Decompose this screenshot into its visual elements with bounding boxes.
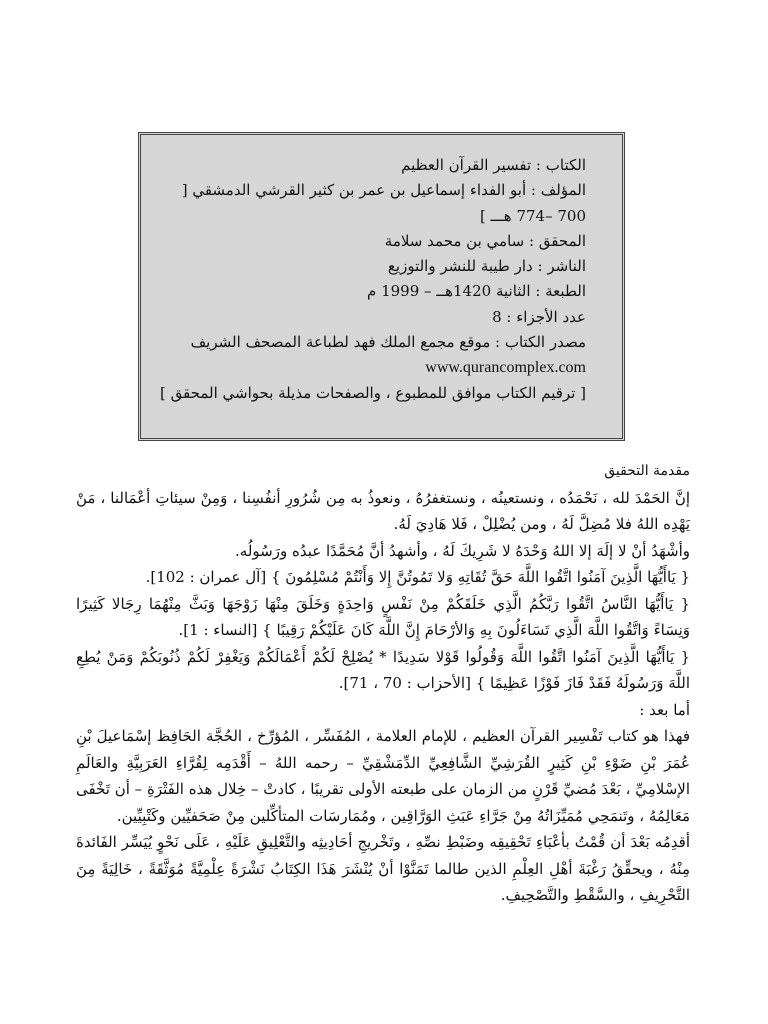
- author-line: المؤلف : أبو الفداء إسماعيل بن عمر بن كثير القرشي الدمشقي [ 700 –774 هـــ ]: [181, 181, 586, 225]
- amma-bad-line: أما بعد :: [639, 700, 690, 719]
- verse-an-nisa: { يَاأَيُّهَا النَّاسُ اتَّقُوا رَبَّكُمُ الَّذِي خَلَقَكُمْ مِنْ نَفْسٍ وَاحِدَةٍ وَخَلَقَ مِنْهَا زَوْجَهَا وَبَثَّ مِنْهُمَا رِجَالا كَثِيرًا وَنِسَاءً وَاتَّقُوا اللَّهَ الَّذِي تَسَاءَلُونَ بِهِ وَالأرْحَامَ إِنَّ اللَّهَ كَانَ عَلَيْكُمْ رَقِيبًا } [النساء : 1].: [76, 594, 690, 639]
- opening-praise-paragraph: إنَّ الحَمْدَ لله ، نَحْمَدُه ، ونستعينُه ، ونستغفرُهُ ، ونعوذُ به مِن شُرُورِ أنفُسِنا ، وَمِنْ سيئاتِ أعْمَالنا ، مَنْ يَهْدِه اللهُ فلا مُضِلَّ لَهُ ، ومن يُضْلِلْ ، فَلا هَادِيَ لَهُ.: [76, 488, 690, 533]
- introduction-heading: مقدمة التحقيق: [604, 463, 690, 479]
- editing-work-paragraph: أقدِمُه بَعْدَ أن قُمْتُ بأعْبَاءِ تَحْقِيقِه وضَبْطِ نصِّهِ ، وتَخْريجِ أحَادِيثِه والتَّعْلِيقِ عَلَيْهِ ، عَلَى نَحْوٍ يُيَسِّر الفَائدةَ مِنْهُ ، ويحقِّقُ رَغْبَةَ أهْلِ العِلْمِ الذين طالما تَمَنَّوْا أنْ يُنْشَرَ هَذَا الكِتَابُ نَشْرَةً عِلْمِيَّةً مُوَثَّقَةً ، خَالِيَةً مِنَ التَّحْرِيفِ ، والسَّقْطِ والتَّصْحِيفِ.: [76, 833, 690, 904]
- publisher-line: الناشر : دار طيبة للنشر والتوزيع: [387, 257, 586, 276]
- verse-al-ahzab: { يَاأَيُّهَا الَّذِينَ آمَنُوا اتَّقُوا اللَّهَ وَقُولُوا قَوْلا سَدِيدًا * يُصْلِحْ لَكُمْ أَعْمَالَكُمْ وَيَغْفِرْ لَكُمْ ذُنُوبَكُمْ وَمَنْ يُطِعِ اللَّهَ وَرَسُولَهُ فَقَدْ فَازَ فَوْزًا عَظِيمًا } [الأحزاب : 70 ، 71].: [76, 647, 690, 692]
- verse-al-imran: { يَاأَيُّهَا الَّذِينَ آمَنُوا اتَّقُوا اللَّهَ حَقَّ تُقَاتِهِ وَلا تَمُوتُنَّ إِلا وَأَنْتُمْ مُسْلِمُونَ } [آل عمران : 102].: [145, 568, 690, 586]
- book-description-paragraph: فهذا هو كتاب تَفْسِير القرآن العظيم ، للإمام العلامة ، المُفَسِّر ، المُؤرِّخ ، الحُجَّة الحَافِظ إسْمَاعيلَ بْنِ عُمَرَ بْنِ ضَوْءِ بْنِ كَثِيرٍ القُرَشِيِّ الشَّافِعِيِّ الدِّمَشْقِيِّ – رحمه اللهُ – أَقْدَمِه لِقُرَّاءِ العَرَبِيَّةِ والعَالَمِ الإسْلامِيِّ ، بَعْدَ مُضيِّ قَرْنٍ من الزمان على طبعته الأولى تقريبًا ، كادتْ – خِلال هذه الفَتْرَةِ – أن تَخْفَى مَعَالِمُهُ ، وتَنمَحِي مُمَيِّزَاتُهُ مِنْ جَرَّاءِ عَبَثِ الوَرَّاقِين ، ومُمَارسَات المتأكِّلين مِنْ صَحَفيِّين وكَتْبِيِّين.: [76, 727, 690, 825]
- editor-line: المحقق : سامي بن محمد سلامة: [384, 231, 586, 250]
- source-url: www.qurancomplex.com: [425, 359, 586, 377]
- introduction-body: [76, 458, 690, 909]
- book-info-box: [138, 132, 625, 441]
- volumes-line: عدد الأجزاء : 8: [492, 307, 586, 326]
- edition-line: الطبعة : الثانية 1420هــ – 1999 م: [367, 282, 586, 301]
- source-line: مصدر الكتاب : موقع مجمع الملك فهد لطباعة المصحف الشريف: [190, 333, 586, 352]
- pagination-note: [ ترقيم الكتاب موافق للمطبوع ، والصفحات مذيلة بحواشي المحقق ]: [159, 383, 586, 402]
- book-title-line: الكتاب : تفسير القرآن العظيم: [401, 156, 586, 174]
- testimony-paragraph: وأشْهَدُ أنْ لا إلَهَ إلا اللهُ وَحْدَهُ لا شَرِيكَ لَهُ ، وأشهدُ أنَّ مُحَمَّدًا عبدُه ورَسُولُه.: [235, 541, 690, 560]
